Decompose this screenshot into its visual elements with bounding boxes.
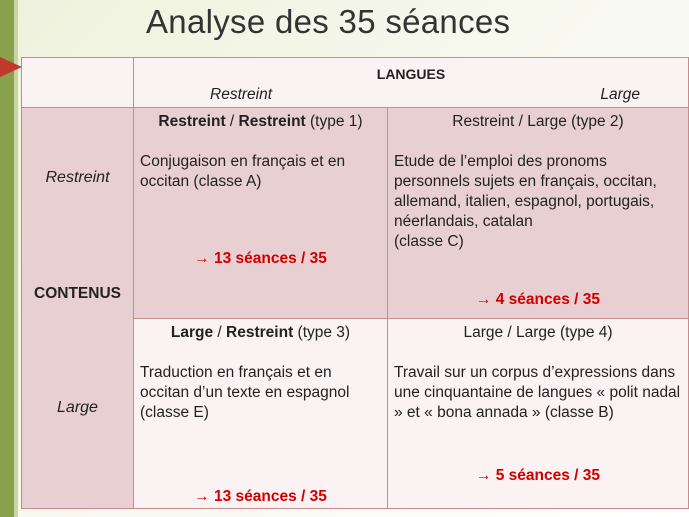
contents-label: CONTENUS	[34, 285, 121, 302]
cell-type-2-body: Etude de l’emploi des pronoms personnels sujets en français, occitan, allemand, italien, espagnol, portugais, néerlandais, catalan	[394, 153, 657, 230]
cell-type-3	[134, 319, 388, 509]
cell-type-4-result: → 5 séances / 35	[475, 467, 601, 484]
cell-type-4-title: Large / Large (type 4)	[463, 324, 613, 341]
cell-type-3-title: Large / Restreint (type 3)	[170, 324, 351, 341]
contents-large-label: Large	[57, 399, 98, 416]
contents-restreint-label: Restreint	[45, 169, 110, 186]
cell-type-4	[388, 319, 689, 509]
languages-label: LANGUES	[376, 66, 446, 82]
cell-type-1-body: Conjugaison en français et en occitan (classe A)	[140, 153, 346, 190]
cell-type-1	[134, 108, 388, 319]
left-decor-stripe	[14, 0, 18, 517]
slide-title: Analyse des 35 séances	[146, 3, 511, 40]
languages-large-label: Large	[600, 86, 640, 103]
accent-triangle	[0, 57, 22, 77]
cell-type-2-result: → 4 séances / 35	[475, 291, 601, 308]
cell-type-1-title: Restreint / Restreint (type 1)	[158, 113, 363, 130]
cell-type-2-title: Restreint / Large (type 2)	[452, 113, 624, 130]
languages-restreint-label: Restreint	[210, 86, 273, 103]
languages-header	[134, 58, 689, 108]
cell-type-1-result: → 13 séances / 35	[194, 250, 327, 267]
corner-cell	[22, 58, 134, 108]
left-decor-bar	[0, 0, 14, 517]
cell-type-3-result: → 13 séances / 35	[194, 488, 327, 505]
cell-type-3-body: Traduction en français et en occitan d’un texte en espagnol	[140, 364, 350, 401]
cell-type-2	[388, 108, 689, 319]
cell-type-4-body: Travail sur un corpus d’expressions dans une cinquantaine de langues « polit nadal » et « bona annada » (classe B)	[394, 364, 681, 421]
contents-side-header	[22, 108, 134, 509]
cell-type-3-class: (classe E)	[140, 404, 209, 421]
analysis-table	[21, 57, 689, 509]
cell-type-2-class: (classe C)	[394, 233, 464, 250]
